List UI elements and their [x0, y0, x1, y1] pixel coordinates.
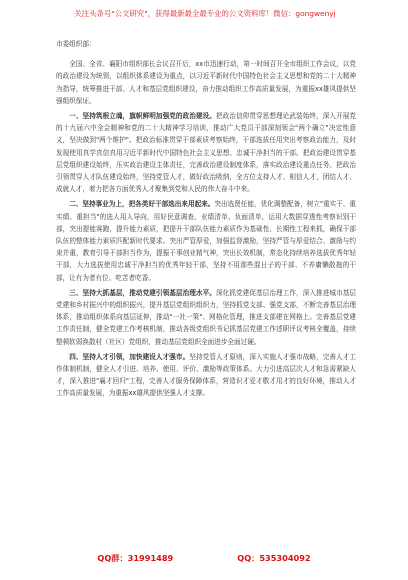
- sections: [56, 110, 356, 400]
- section-body: 把政治信仰贯穿思想理论武装始终，深入开展党的十九届六中全会精神和党的二十大精神学习培训，推动广大党员干部深刻领会"两个确立"决定性意义，坚决做到"两个维护"。把政治标准贯穿干部素质考察始终，干部选拔任用突出考察政治能力，及时发现使用真学真信真用习近平新时代中国特色社会主义思想、忠诚干净担当的干部。把政治建设贯穿基层党组织建设始终，压实政治建设主体责任，完善政治建设制度体系，落实政治建设重点任务。把政治引领贯穿人才队伍建设始终，坚持党管人才，做好政治吸纳，全方位支持人才、相信人才，团结人才、成就人才，着力把各方面优秀人才聚集到党和人民的伟大奋斗中来。: [56, 112, 356, 194]
- section-body: 坚持党管人才原则，深入实施人才强市战略，完善人才工作体制机制，健全人才引进、培养、使用、评价、激励等政策体系。大力引进高层次人才和急需紧缺人才，深入推进"襄才回归"工程，完善人才服务保障体系，营造识才爱才敬才用才的良好环境，推动人才工作高质量发展，为重振xx雄风提供坚强人才支撑。: [56, 352, 356, 398]
- salutation: 市委组织部：: [56, 40, 96, 48]
- promo-banner: 关注头条号"公文研究"，获得最新最全最专业的公文资料库！微信：gongwenyj: [74, 9, 336, 18]
- section-body: 深化抓党建促基层治理工作，深入推进城市基层党建和乡村振兴中的组织振兴，提升基层党组织组织力，坚持抓党支部、强党支部，不断完善基层治理体系，推动组织体系向基层延伸，推动"一社一策"、网格化管理，推进支部建在网格上。完善基层党建工作责任制，健全党建工作考核机制，推动各级党组织书记抓基层党建工作述职评议考核全覆盖，持续整顿软弱涣散村（社区）党组织，推动基层党组织全面进步全面过硬。: [56, 288, 356, 346]
- section-body: 突出选贤任能，优化调整配备，树立"重实干、重实绩、重担当"的选人用人导向，用好民意调查、业绩清单、负面清单，运用大数据穿透性考察识别干部，突出提能赛跑，提升能力素质，把提升干部队伍能力素质作为基础性、长期性工程来抓，确保干部队伍的整体能力素质匹配新时代要求。突出严管厚爱，加强监督激励，坚持严管与厚爱结合、激励与约束并重，教育引导干部担当作为，提振干事创业精气神，突出长效机制，常态化持续培养选拔优秀年轻干部，大力选拔使用忠诚干净担当的优秀年轻干部，坚持不用那些混日子的干部、不养庸懒散拖的干部，让有为者有位、吃苦者吃香。: [56, 200, 356, 282]
- section-paragraph: [56, 110, 356, 195]
- section-heading: 二、坚持事业为上，把各类好干部选出来用起来。: [69, 200, 215, 209]
- section-heading: 一、坚持筑根立魂，旗帜鲜明加强党的政治建设。: [69, 112, 216, 121]
- section-paragraph: [56, 287, 356, 348]
- section-heading: 四、坚持人才引领，加快建设人才强市。: [69, 352, 190, 361]
- document-body: [56, 38, 356, 403]
- qq-number: QQ：535304092: [237, 553, 311, 563]
- intro-paragraph: 全国、全省、襄阳市组织部长会议召开后，xx市迅速行动，第一时间召开全市组织工作会议，以党的政治建设为统领，以组织体系建设为重点，以习近平新时代中国特色社会主义思想和党的二十大精神为指导，统筹推进干部、人才和基层党组织建设，奋力推动组织工作高质量发展，为重振xx雄风提供坚强组织保证。: [56, 60, 356, 105]
- contact-footer: [0, 550, 408, 566]
- section-heading: 三、坚持大抓基层，推动党建引领基层治理水平。: [69, 288, 216, 297]
- section-paragraph: [56, 351, 356, 400]
- section-paragraph: [56, 198, 356, 283]
- qq-group: QQ群：31991489: [97, 553, 174, 563]
